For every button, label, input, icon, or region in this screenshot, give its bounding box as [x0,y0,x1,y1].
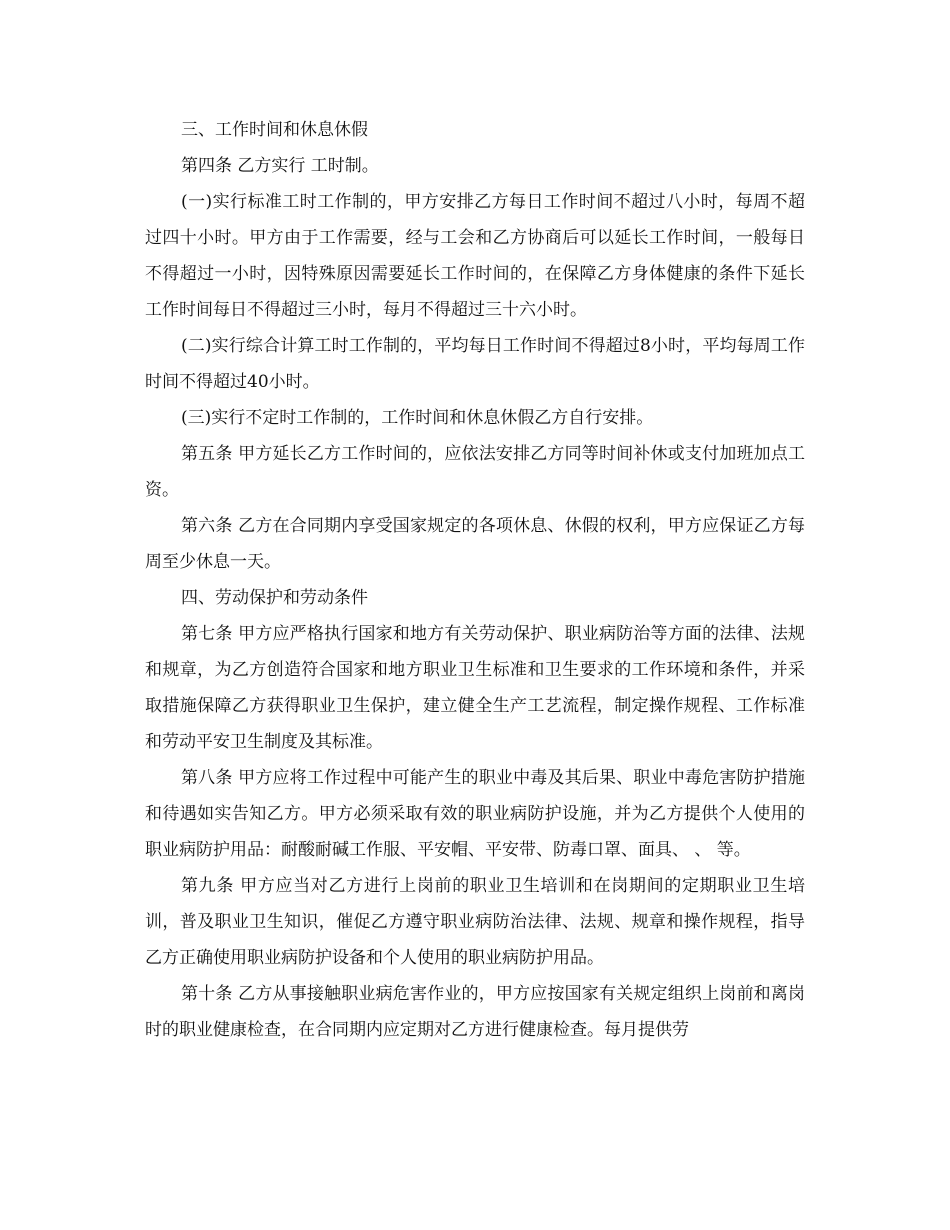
article-5: 第五条 甲方延长乙方工作时间的，应依法安排乙方同等时间补休或支付加班加点工资。 [145,444,805,500]
article-9: 第九条 甲方应当对乙方进行上岗前的职业卫生培训和在岗期间的定期职业卫生培训，普及职业卫生知识，催促乙方遵守职业病防治法律、法规、规章和操作规程，指导乙方正确使用职业病防护设备和个人使用的职业病防护用品。 [145,876,805,968]
article-8: 第八条 甲方应将工作过程中可能产生的职业中毒及其后果、职业中毒危害防护措施和待遇如实告知乙方。甲方必须采取有效的职业病防护设施，并为乙方提供个人使用的职业病防护用品：耐酸耐碱工作服、平安帽、平安带、防毒口罩、面具、 、 等。 [145,768,805,860]
article-6: 第六条 乙方在合同期内享受国家规定的各项休息、休假的权利，甲方应保证乙方每周至少休息一天。 [145,516,805,572]
article-4-item-3: (三)实行不定时工作制的，工作时间和休息休假乙方自行安排。 [181,408,654,428]
article-4: 第四条 乙方实行 工时制。 [181,156,379,176]
article-4-item-1: (一)实行标准工时工作制的，甲方安排乙方每日工作时间不超过八小时，每周不超过四十小时。甲方由于工作需要，经与工会和乙方协商后可以延长工作时间，一般每日不得超过一小时，因特殊原因需要延长工作时间的，在保障乙方身体健康的条件下延长工作时间每日不得超过三小时，每月不得超过三十六小时。 [145,192,805,320]
section-heading-work-hours: 三、工作时间和休息休假 [181,120,368,140]
section-heading-labor-protection: 四、劳动保护和劳动条件 [181,588,368,608]
article-7: 第七条 甲方应严格执行国家和地方有关劳动保护、职业病防治等方面的法律、法规和规章，为乙方创造符合国家和地方职业卫生标准和卫生要求的工作环境和条件，并采取措施保障乙方获得职业卫生保护，建立健全生产工艺流程，制定操作规程、工作标准和劳动平安卫生制度及其标准。 [145,624,805,752]
article-4-item-2: (二)实行综合计算工时工作制的，平均每日工作时间不得超过8小时，平均每周工作时间不得超过40小时。 [145,336,805,392]
article-10: 第十条 乙方从事接触职业病危害作业的，甲方应按国家有关规定组织上岗前和离岗时的职业健康检查，在合同期内应定期对乙方进行健康检查。每月提供劳 [145,984,805,1040]
document-body [145,112,805,1048]
